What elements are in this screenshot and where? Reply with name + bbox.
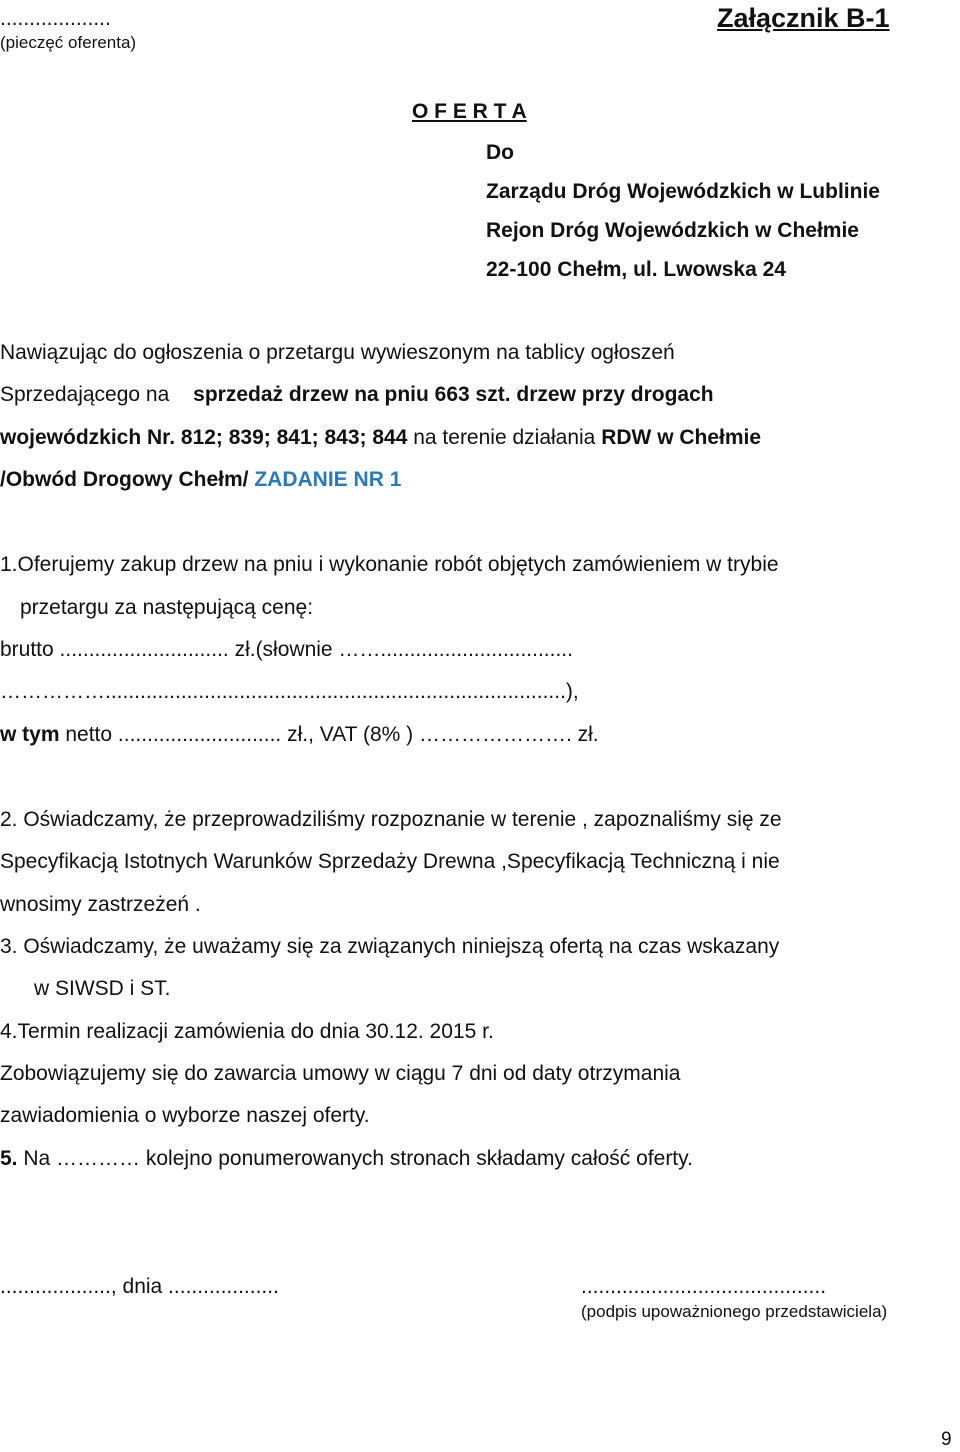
- section-2-line-3: wnosimy zastrzeżeń .: [0, 893, 201, 916]
- section-4-line-2: Zobowiązujemy się do zawarcia umowy w ciągu 7 dni od daty otrzymania: [0, 1062, 681, 1085]
- page-number: 9: [941, 1429, 952, 1450]
- section-1-line-1: 1.Oferujemy zakup drzew na pniu i wykonanie robót objętych zamówieniem w trybie: [0, 553, 779, 576]
- intro-line-2-plain: Sprzedającego na: [0, 383, 170, 406]
- section-1-line-2: przetargu za następującą cenę:: [20, 596, 314, 619]
- intro-line-4: [0, 467, 401, 492]
- signature-label: (podpis upoważnionego przedstawiciela): [581, 1302, 888, 1321]
- stamp-dots: ...................: [0, 7, 111, 30]
- date-line: ..................., dnia ...................: [0, 1275, 279, 1298]
- section-5-text: Na ………… kolejno ponumerowanych stronach składamy całość oferty.: [23, 1147, 693, 1170]
- section-4-line-1: 4.Termin realizacji zamówienia do dnia 30.12. 2015 r.: [0, 1020, 494, 1043]
- recipient-line-2: Zarządu Dróg Wojewódzkich w Lublinie: [486, 180, 880, 203]
- rdw-name: RDW w Chełmie: [601, 426, 762, 449]
- netto-rest: netto ............................ zł., VAT (8% ) …………………. zł.: [65, 723, 599, 746]
- section-4-line-3: zawiadomienia o wyborze naszej oferty.: [0, 1104, 370, 1127]
- intro-line-1: Nawiązując do ogłoszenia o przetargu wywieszonym na tablicy ogłoszeń: [0, 341, 675, 364]
- brutto-line: brutto ............................. zł.(słownie …….................................: [0, 638, 573, 661]
- intro-line-2-bold: sprzedaż drzew na pniu 663 szt. drzew przy drogach: [193, 383, 714, 406]
- signature-dots: ..........................................: [581, 1275, 827, 1298]
- page-title: O F E R T A: [412, 100, 527, 123]
- intro-line-3-bold: wojewódzkich Nr.: [0, 426, 176, 449]
- task-label: ZADANIE NR 1: [254, 468, 402, 491]
- district-name: /Obwód Drogowy Chełm/: [0, 468, 249, 491]
- section-3-line-1: 3. Oświadczamy, że uważamy się za związanych niniejszą ofertą na czas wskazany: [0, 935, 780, 958]
- section-5-line: [0, 1146, 693, 1171]
- intro-line-3-plain: na terenie działania: [413, 426, 596, 449]
- recipient-line-3: Rejon Dróg Wojewódzkich w Chełmie: [486, 219, 859, 242]
- stamp-label: (pieczęć oferenta): [0, 33, 137, 52]
- section-2-line-1: 2. Oświadczamy, że przeprowadziliśmy rozpoznanie w terenie , zapoznaliśmy się ze: [0, 808, 782, 831]
- words-line: ……………...............................................................................),: [0, 680, 579, 703]
- road-numbers: 812; 839; 841; 843; 844: [180, 426, 408, 449]
- intro-line-2: [0, 382, 714, 407]
- intro-line-3: [0, 425, 761, 450]
- section-2-line-2: Specyfikacją Istotnych Warunków Sprzedaży Drewna ,Specyfikacją Techniczną i nie: [0, 850, 780, 873]
- netto-bold: w tym: [0, 723, 60, 746]
- recipient-line-1: Do: [486, 141, 514, 164]
- attachment-label: Załącznik B-1: [717, 3, 890, 33]
- recipient-line-4: 22-100 Chełm, ul. Lwowska 24: [486, 258, 786, 281]
- section-5-number: 5.: [0, 1147, 18, 1170]
- netto-line: [0, 722, 599, 747]
- section-3-line-2: w SIWSD i ST.: [34, 977, 171, 1000]
